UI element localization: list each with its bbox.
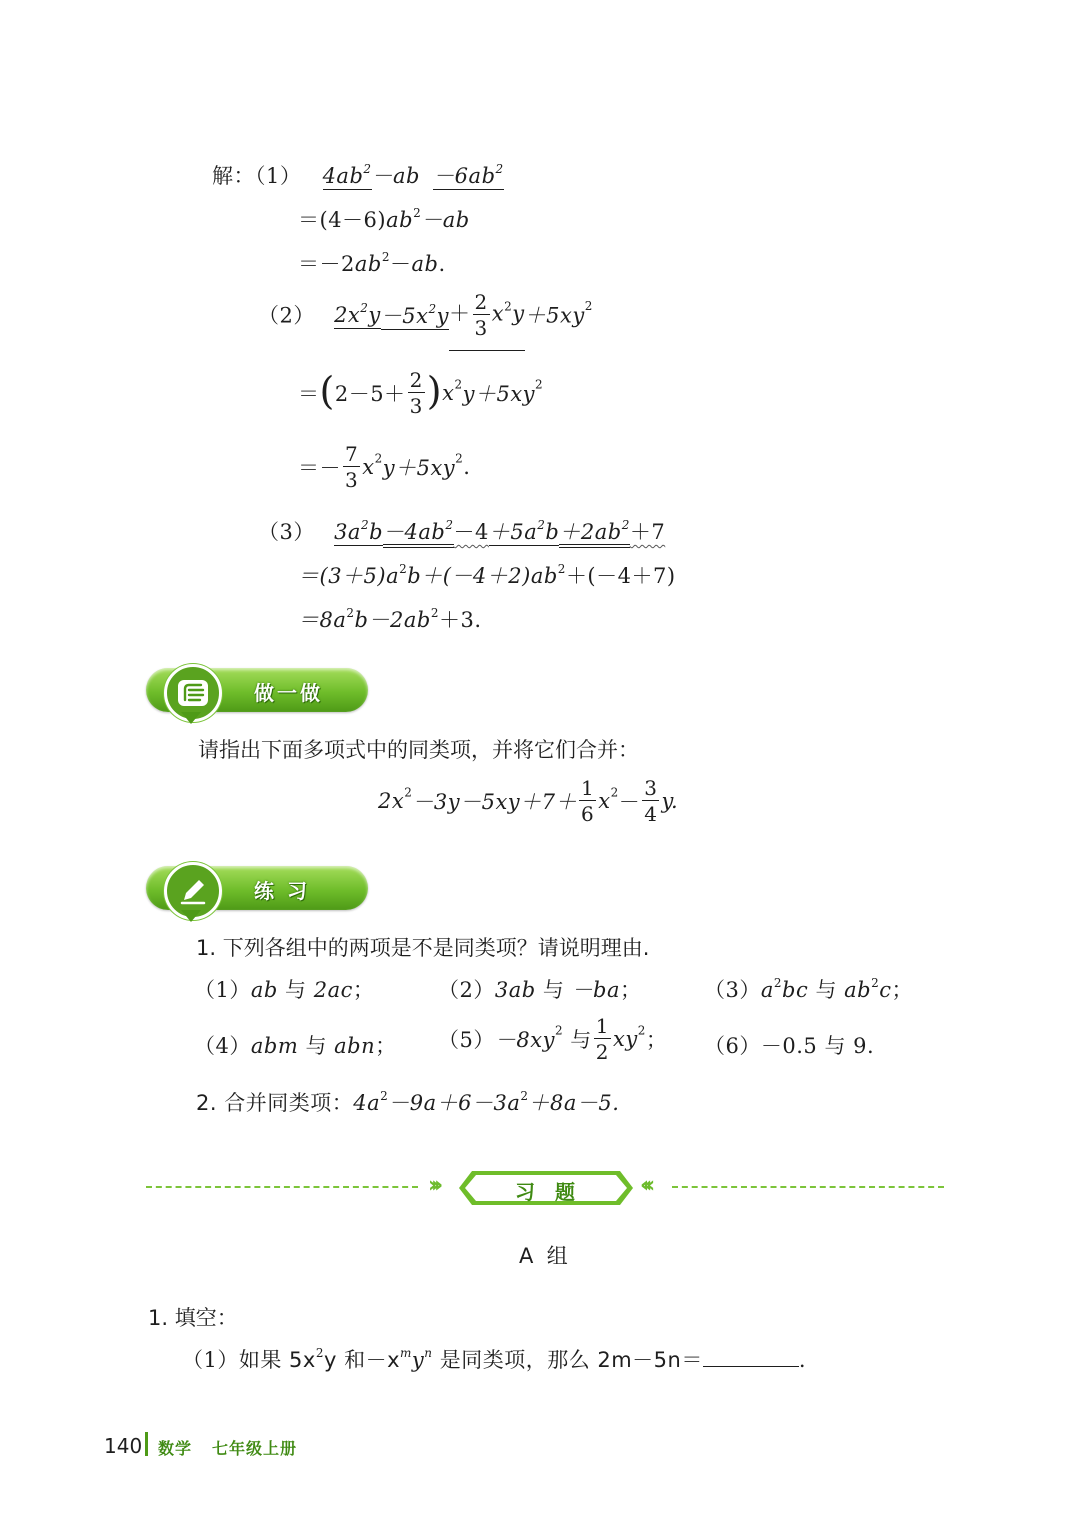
footer-grade: 七年级上册 [212, 1439, 298, 1458]
group-a-heading: A 组 [519, 1244, 568, 1268]
solution-part2-line1: （2） $2x^2y-5x^2y+$ $\frac{2}{3}$ $x^2y+5xy^2$ [258, 292, 593, 337]
lianxi-q1-item-6: （6）－0.5 与 9. [704, 1034, 875, 1058]
solution-part1-line2: $=(4-6)ab^2-ab$ [298, 206, 470, 232]
zuoyizuo-banner [146, 668, 368, 712]
footer-divider [145, 1432, 148, 1456]
lianxi-q1-item-2: （2）3ab 与 －ba； [438, 978, 642, 1002]
solution-part3-line2: $=(3+5)a^2b+(-4+2)ab^2+(-4+7)$ [298, 562, 676, 588]
part2-number: （2） [258, 303, 315, 328]
lianxi-q2: 2. 合并同类项：$4a^2-9a+6-3a^2+8a-5$. [196, 1089, 620, 1115]
divider-right [672, 1186, 944, 1188]
solution-part2-line3: ＝－ $\frac{7}{3}$ $x^2y+5xy^2$. [298, 442, 471, 492]
lianxi-q1-item-4: （4）abm 与 abn； [194, 1034, 397, 1058]
part1-number: （1） [255, 164, 302, 188]
xiti-q1-1: （1）如果 $5x^2y$ 和$-x^my^n$ 是同类项，那么 2m－5n＝ . [182, 1346, 807, 1372]
zuoyizuo-title: 做一做 [254, 681, 323, 705]
solution-part3-line1: （3） $3a^2b-4ab^2-4+5a^2b+2ab^2+7$ [258, 516, 665, 546]
solution-part1-line1 [212, 160, 504, 190]
xiti-q1-stem: 1. 填空： [148, 1306, 238, 1330]
xiti-title: 习 题 [515, 1180, 577, 1204]
divider-left [146, 1186, 418, 1188]
footer-subject: 数学 [158, 1439, 193, 1458]
solution-part1-line3: $=-2ab^2-ab$. [298, 250, 446, 276]
zuoyizuo-expression: $2x^2-3y-5xy+7+$ $\frac{1}{6}$ $x^2-$ $\frac{3}{4}$ y. [378, 776, 679, 826]
answer-blank[interactable] [703, 1348, 799, 1367]
lianxi-q1-item-5: $(5)-8xy^2$ 与 $\frac{1}{2}$ $xy^2$； [438, 1014, 668, 1064]
term-ab: －ab [371, 164, 420, 188]
part3-number: （3） [258, 520, 315, 544]
zuoyizuo-prompt: 请指出下面多项式中的同类项，并将它们合并： [198, 738, 639, 762]
term-4ab2: $4ab^2$ [322, 162, 372, 188]
lianxi-banner [146, 866, 368, 910]
term-6ab2: $-6ab^2$ [433, 162, 504, 188]
solution-part2-line2: ＝(2－5＋ $\frac{2}{3}$ )$x^2y+5xy^2$ [298, 368, 544, 418]
chevrons-left-icon: ‹‹‹ [640, 1173, 650, 1198]
lianxi-q1-item-3: $(3)a^2bc$ 与 $ab^2c$； [704, 976, 913, 1002]
lianxi-title: 练 习 [254, 879, 310, 903]
chevrons-right-icon: ››› [428, 1173, 438, 1198]
solution-part3-line3: $=8a^2b-2ab^2+3$. [298, 606, 482, 632]
lianxi-q1-item-1: （1）ab 与 2ac； [194, 978, 375, 1002]
solution-label: 解： [212, 164, 255, 188]
lianxi-q1-stem: 1. 下列各组中的两项是不是同类项？请说明理由. [196, 936, 650, 960]
page-number: 140 [104, 1434, 143, 1458]
